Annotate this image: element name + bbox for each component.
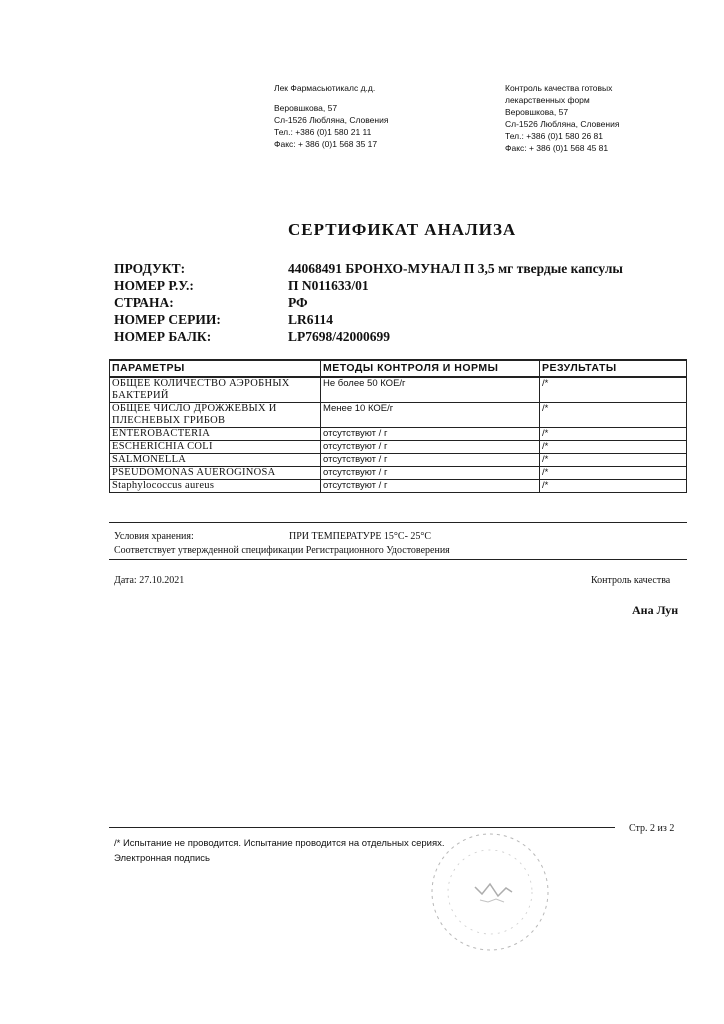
result-cell: /* — [540, 454, 687, 467]
storage-label: Условия хранения: — [114, 531, 194, 542]
footnote: /* Испытание не проводится. Испытание проводится на отдельных сериях. — [114, 838, 445, 849]
header-results: РЕЗУЛЬТАТЫ — [540, 360, 687, 377]
page-number: Стр. 2 из 2 — [629, 823, 675, 834]
info-label-batch: НОМЕР СЕРИИ: — [114, 312, 221, 327]
info-value-registration: П N011633/01 — [288, 278, 369, 293]
header-methods: МЕТОДЫ КОНТРОЛЯ И НОРМЫ — [321, 360, 540, 377]
info-label-country: СТРАНА: — [114, 295, 174, 310]
info-label-bulk: НОМЕР БАЛК: — [114, 329, 212, 344]
result-cell: /* — [540, 377, 687, 403]
result-cell: /* — [540, 403, 687, 428]
sender-company: Лек Фармасьютикалс д.д. — [274, 83, 376, 93]
storage-value: ПРИ ТЕМПЕРАТУРЕ 15°C- 25°C — [289, 531, 432, 542]
info-value-bulk: LP7698/42000699 — [288, 329, 391, 344]
method-cell: отсутствуют / г — [321, 441, 540, 454]
table-row — [110, 377, 687, 403]
result-cell: /* — [540, 428, 687, 441]
param-cell: ОБЩЕЕ КОЛИЧЕСТВО АЭРОБНЫХ БАКТЕРИЙ — [110, 377, 321, 403]
method-cell: отсутствуют / г — [321, 480, 540, 493]
qc-label: Контроль качества — [591, 575, 671, 586]
qc-street: Веровшкова, 57 — [505, 107, 569, 117]
table-row — [110, 441, 687, 454]
info-value-batch: LR6114 — [288, 312, 334, 327]
param-cell: ОБЩЕЕ ЧИСЛО ДРОЖЖЕВЫХ И ПЛЕСНЕВЫХ ГРИБОВ — [110, 403, 321, 428]
qc-fax: Факс: + 386 (0)1 568 45 81 — [505, 143, 609, 153]
method-cell: отсутствуют / г — [321, 467, 540, 480]
method-cell: Не более 50 КОЕ/г — [321, 377, 540, 403]
sender-fax: Факс: + 386 (0)1 568 35 17 — [274, 139, 378, 149]
qc-phone: Тел.: +386 (0)1 580 26 81 — [505, 131, 604, 141]
method-cell: отсутствуют / г — [321, 428, 540, 441]
table-header-row — [110, 360, 687, 377]
method-cell: Менее 10 КОЕ/г — [321, 403, 540, 428]
sender-street: Веровшкова, 57 — [274, 103, 338, 113]
table-row — [110, 428, 687, 441]
info-label-product: ПРОДУКТ: — [114, 261, 186, 276]
conformity-statement: Соответствует утвержденной спецификации Регистрационного Удостоверения — [114, 545, 450, 556]
qc-address — [505, 82, 619, 154]
table-row — [110, 467, 687, 480]
stamp-mark — [420, 822, 560, 962]
table-row — [110, 403, 687, 428]
conformity-rule — [109, 559, 687, 560]
result-cell: /* — [540, 441, 687, 454]
results-table — [109, 359, 687, 493]
document-title: СЕРТИФИКАТ АНАЛИЗА — [288, 220, 517, 239]
header-parameters: ПАРАМЕТРЫ — [110, 360, 321, 377]
signatory-name: Ана Лун — [632, 603, 679, 617]
info-value-product: 44068491 БРОНХО-МУНАЛ П 3,5 мг твердые капсулы — [288, 261, 623, 276]
param-cell: SALMONELLA — [110, 454, 321, 467]
param-cell: ESCHERICHIA COLI — [110, 441, 321, 454]
qc-dept-line1: Контроль качества готовых — [505, 83, 613, 93]
table-row — [110, 480, 687, 493]
qc-city: Сл-1526 Любляна, Словения — [505, 119, 620, 129]
param-cell: PSEUDOMONAS AUEROGINOSA — [110, 467, 321, 480]
info-value-country: РФ — [288, 295, 308, 310]
sender-phone: Тел.: +386 (0)1 580 21 11 — [274, 127, 372, 137]
result-cell: /* — [540, 467, 687, 480]
table-bottom-rule — [109, 522, 687, 523]
param-cell: Staphylococcus aureus — [110, 480, 321, 493]
sender-address — [274, 82, 388, 150]
issue-date: Дата: 27.10.2021 — [114, 575, 185, 586]
param-cell: ENTEROBACTERIA — [110, 428, 321, 441]
info-label-registration: НОМЕР Р.У.: — [114, 278, 194, 293]
table-row — [110, 454, 687, 467]
result-cell: /* — [540, 480, 687, 493]
qc-dept-line2: лекарственных форм — [505, 95, 590, 105]
electronic-signature-label: Электронная подпись — [114, 853, 210, 864]
sender-city: Сл-1526 Любляна, Словения — [274, 115, 389, 125]
method-cell: отсутствуют / г — [321, 454, 540, 467]
